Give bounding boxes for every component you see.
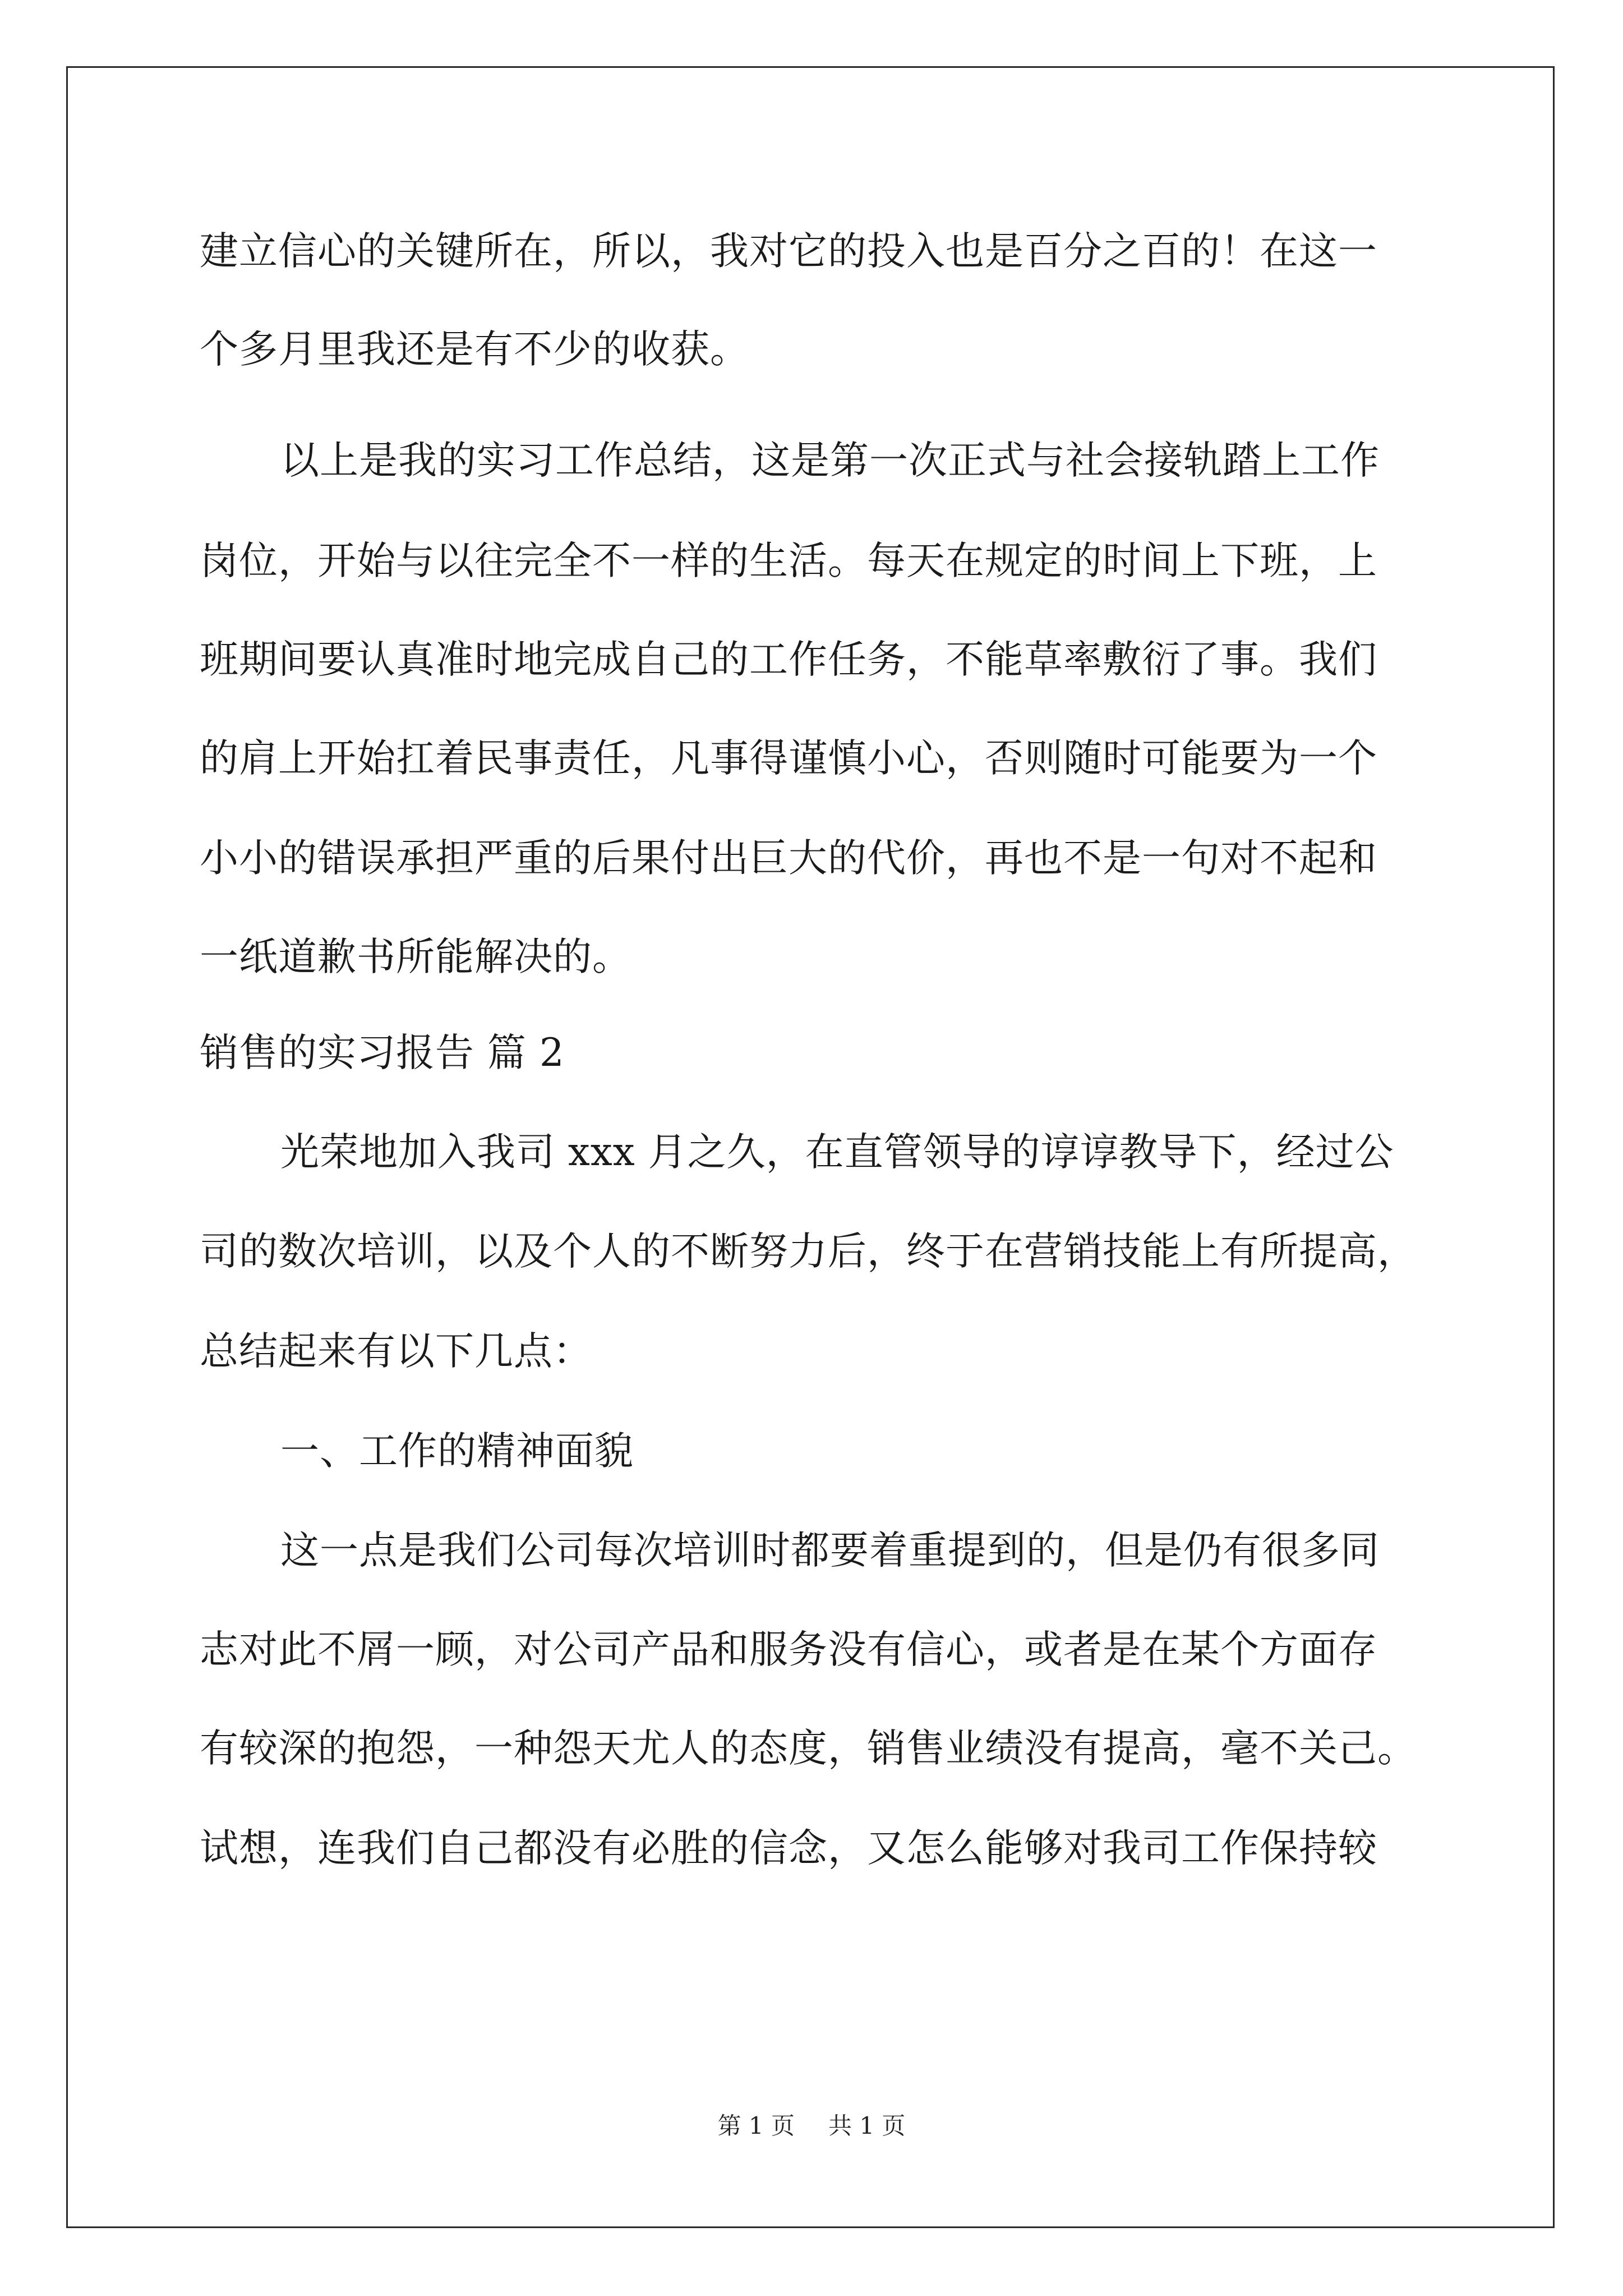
page-number: 第 1 页 <box>717 2112 795 2139</box>
page-footer <box>0 2109 1623 2143</box>
section-heading: 销售的实习报告 篇 2 <box>200 1030 565 1075</box>
body-line: 个多月里我还是有不少的收获。 <box>200 327 749 372</box>
body-line: 的肩上开始扛着民事责任，凡事得谨慎小心，否则随时可能要为一个 <box>200 736 1377 781</box>
body-line: 试想，连我们自己都没有必胜的信念，又怎么能够对我司工作保持较 <box>200 1826 1377 1871</box>
body-line: 司的数次培训，以及个人的不断努力后，终于在营销技能上有所提高， <box>200 1229 1417 1274</box>
body-line: 班期间要认真准时地完成自己的工作任务，不能草率敷衍了事。我们 <box>200 637 1377 682</box>
body-line: 志对此不屑一顾，对公司产品和服务没有信心，或者是在某个方面存 <box>200 1627 1377 1672</box>
body-line: 以上是我的实习工作总结，这是第一次正式与社会接轨踏上工作 <box>280 438 1380 483</box>
body-line: 总结起来有以下几点： <box>200 1329 592 1374</box>
body-line: 光荣地加入我司 xxx 月之久，在直管领导的谆谆教导下，经过公 <box>280 1130 1394 1175</box>
subheading: 一、工作的精神面貌 <box>280 1429 634 1474</box>
body-line: 岗位，开始与以往完全不一样的生活。每天在规定的时间上下班，上 <box>200 539 1377 583</box>
body-line: 小小的错误承担严重的后果付出巨大的代价，再也不是一句对不起和 <box>200 836 1377 881</box>
body-line: 建立信心的关键所在，所以，我对它的投入也是百分之百的！在这一 <box>200 229 1377 274</box>
page-total: 共 1 页 <box>828 2112 906 2139</box>
body-line: 有较深的抱怨，一种怨天尤人的态度，销售业绩没有提高，毫不关己。 <box>200 1726 1417 1771</box>
body-line: 一纸道歉书所能解决的。 <box>200 935 631 979</box>
body-line: 这一点是我们公司每次培训时都要着重提到的，但是仍有很多同 <box>280 1528 1380 1573</box>
